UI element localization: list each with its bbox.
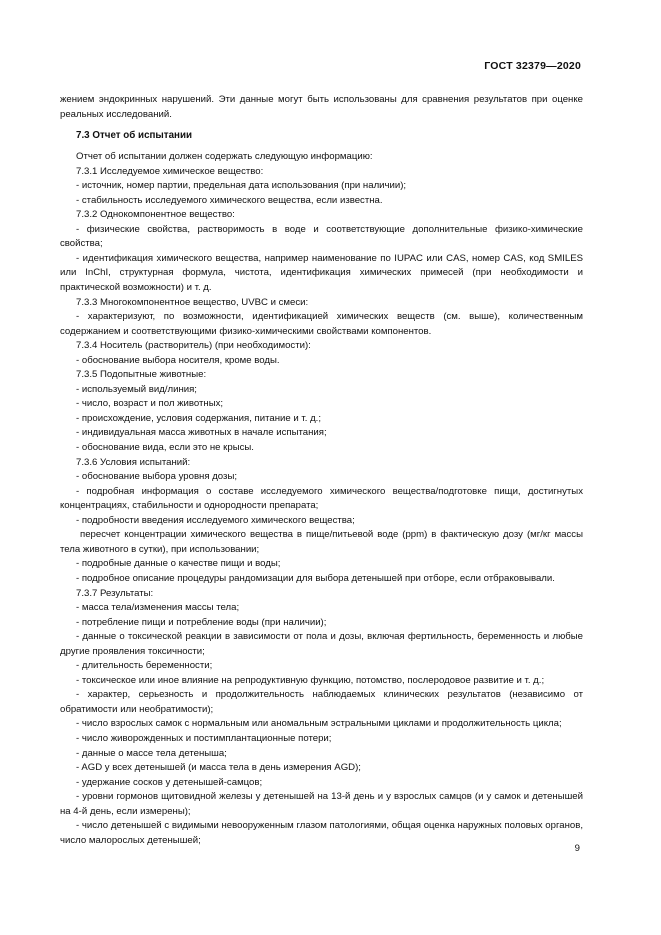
- body-paragraph: 7.3.1 Исследуемое химическое вещество:: [76, 165, 264, 177]
- body-paragraph: - индивидуальная масса животных в начале испытания;: [76, 427, 327, 439]
- body-paragraph: - масса тела/изменения массы тела;: [76, 602, 240, 614]
- body-paragraph: - подробности введения исследуемого химического вещества;: [76, 514, 355, 526]
- body-paragraph: - число взрослых самок с нормальным или аномальным эстральными циклами и продолжительность цикла;: [76, 718, 562, 730]
- body-paragraph: - длительность беременности;: [76, 660, 213, 672]
- body-paragraph: 7.3.6 Условия испытаний:: [76, 456, 191, 468]
- body-paragraph: - обоснование вида, если это не крысы.: [76, 442, 254, 454]
- body-paragraph: - данные о токсической реакции в зависимости от пола и дозы, включая фертильность, беременность и любые другие проявления токсичности;: [60, 631, 583, 657]
- body-paragraph: - токсическое или иное влияние на репродуктивную функцию, потомство, послеродовое развитие и т. д.;: [76, 674, 545, 686]
- body-paragraph: - данные о массе тела детеныша;: [76, 747, 227, 759]
- body-paragraph: - уровни гормонов щитовидной железы у детенышей на 13-й день и у взрослых самцов (и у самок и детенышей на 4-й день, если измерены);: [60, 791, 583, 817]
- body-paragraph: - потребление пищи и потребление воды (при наличии);: [76, 616, 327, 628]
- body-paragraph: - число, возраст и пол животных;: [76, 398, 224, 410]
- body-paragraph: 7.3.7 Результаты:: [76, 587, 154, 599]
- body-paragraph: 7.3.3 Многокомпонентное вещество, UVBC и смеси:: [76, 296, 309, 308]
- section-title: 7.3 Отчет об испытании: [76, 130, 193, 142]
- body-paragraph: - подробные данные о качестве пищи и воды;: [76, 558, 281, 570]
- body-paragraph: - идентификация химического вещества, например наименование по IUPAC или CAS, номер CAS, код SMILES или InChI, структурная формула, чистота, идентификация химических примесей (при необходимости и практической возможности) и т. д.: [60, 252, 583, 294]
- page-number: 9: [574, 843, 580, 854]
- body-paragraph: 7.3.5 Подопытные животные:: [76, 369, 207, 381]
- body-paragraph: пересчет концентрации химического вещества в пище/питьевой воде (ppm) в фактическую дозу (мг/кг массы тела животного в сутки), при использовании;: [60, 529, 583, 555]
- intro-paragraph: жением эндокринных нарушений. Эти данные могут быть использованы для сравнения результатов при оценке реальных исследований.: [60, 94, 583, 120]
- body-paragraph: - характеризуют, по возможности, идентификацией химических веществ (см. выше), количественным содержанием и соответствующими физико-химическими свойствами компонентов.: [60, 311, 583, 337]
- body-paragraph: - используемый вид/линия;: [76, 383, 197, 395]
- body-paragraph: - подробное описание процедуры рандомизации для выбора детенышей при отборе, если отбраковывали.: [76, 572, 555, 584]
- body-paragraph: - обоснование выбора носителя, кроме воды.: [76, 354, 280, 366]
- body-paragraph: 7.3.4 Носитель (растворитель) (при необходимости):: [76, 340, 311, 352]
- body-paragraph: - стабильность исследуемого химического вещества, если известна.: [76, 194, 383, 206]
- body-paragraph: - источник, номер партии, предельная дата использования (при наличии);: [76, 180, 407, 192]
- body-paragraph: Отчет об испытании должен содержать следующую информацию:: [76, 151, 373, 163]
- body-paragraph: - обоснование выбора уровня дозы;: [76, 471, 237, 483]
- body-paragraph: 7.3.2 Однокомпонентное вещество:: [76, 209, 235, 221]
- paragraph-list: [60, 150, 583, 848]
- body-paragraph: - подробная информация о составе исследуемого химического вещества/подготовке пищи, достигнутых концентрациях, стабильности и однородности препарата;: [60, 485, 583, 512]
- body-paragraph: - удержание сосков у детенышей-самцов;: [76, 776, 263, 788]
- document-body: [60, 93, 583, 848]
- document-standard-number: ГОСТ 32379—2020: [484, 60, 581, 72]
- body-paragraph: - происхождение, условия содержания, питание и т. д.;: [76, 412, 322, 424]
- body-paragraph: - число живорожденных и постимплантационные потери;: [76, 732, 332, 744]
- body-paragraph: - число детенышей с видимыми невооруженным глазом патологиями, общая оценка наружных половых органов, число малорослых детенышей;: [60, 820, 583, 846]
- body-paragraph: - характер, серьезность и продолжительность наблюдаемых клинических результатов (независимо от обратимости или необратимости);: [60, 689, 583, 715]
- body-paragraph: - физические свойства, растворимость в воде и соответствующие дополнительные физико-химические свойства;: [60, 223, 583, 250]
- body-paragraph: - AGD у всех детенышей (и масса тела в день измерения AGD);: [76, 762, 361, 774]
